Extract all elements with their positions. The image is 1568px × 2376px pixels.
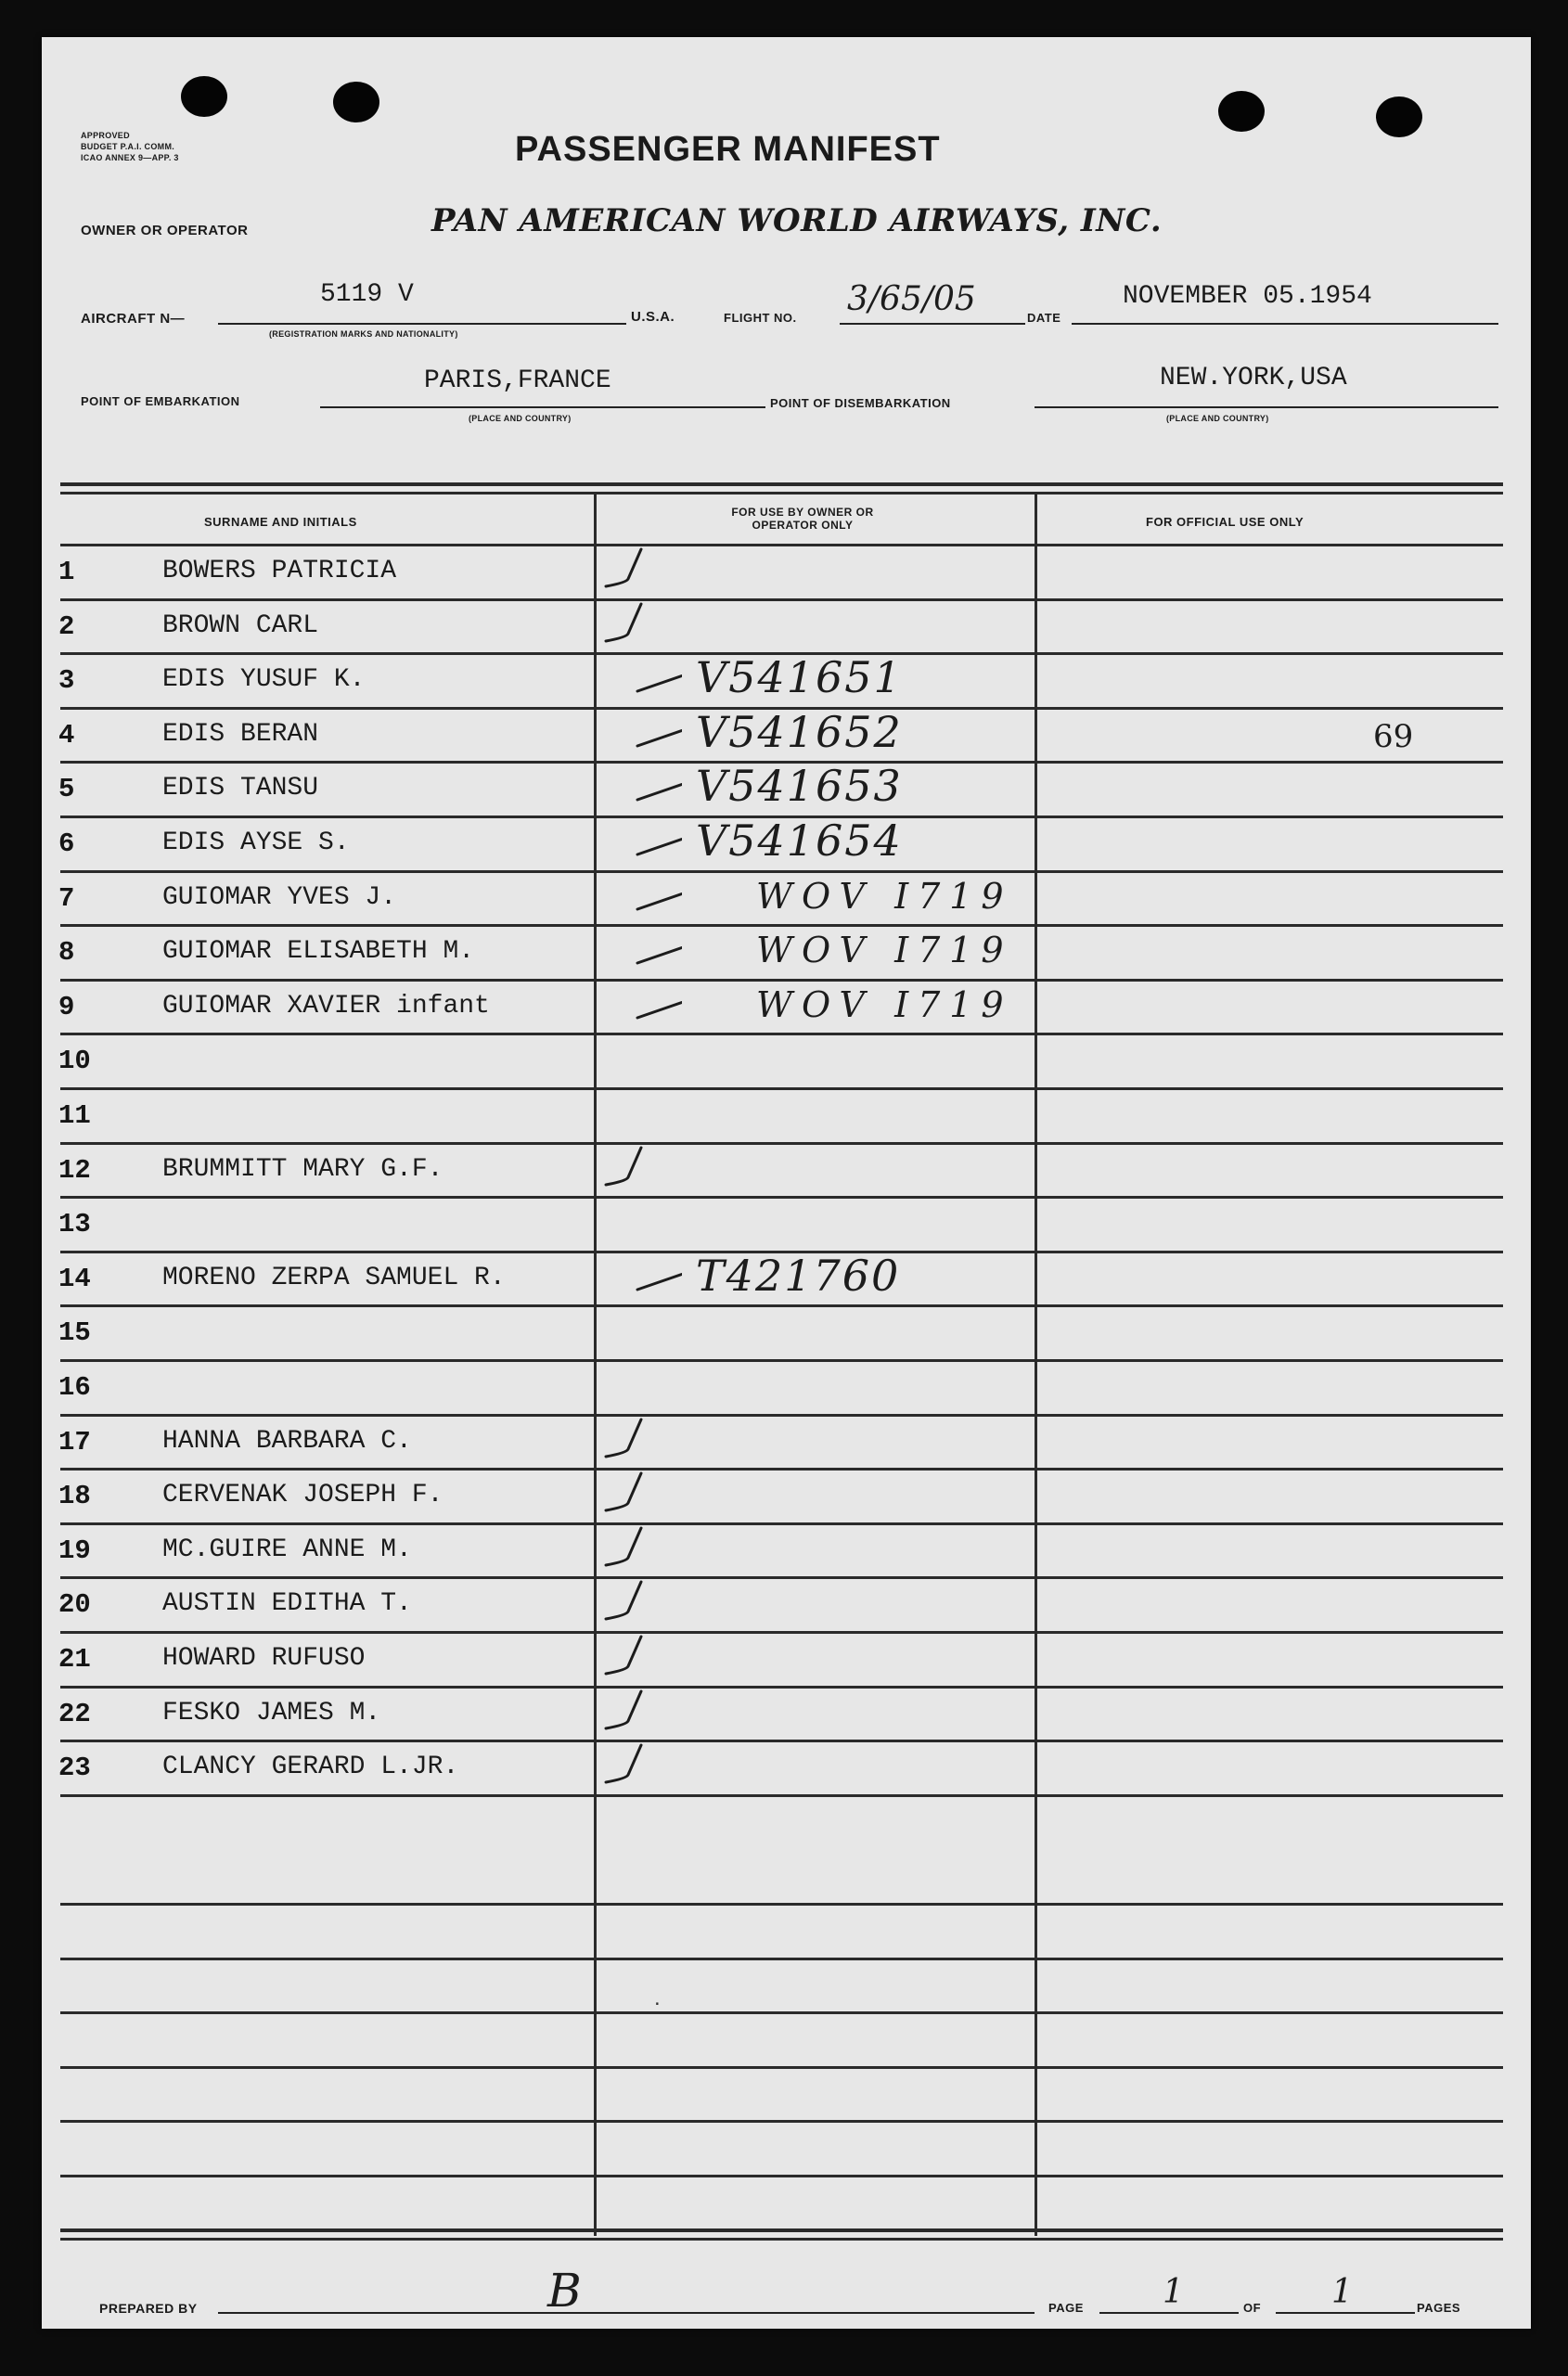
row-number: 23 — [58, 1753, 91, 1784]
check-mark-icon — [561, 1688, 682, 1740]
passenger-name: GUIOMAR XAVIER infant — [162, 991, 490, 1021]
table-row — [42, 1578, 1526, 1633]
table-row — [42, 1633, 1526, 1688]
disembarkation-place: NEW.YORK,USA — [1160, 364, 1347, 392]
passenger-name: EDIS AYSE S. — [162, 828, 350, 857]
table-top-rule — [60, 492, 1503, 494]
passenger-name: EDIS TANSU — [162, 774, 319, 803]
check-mark-icon — [561, 1470, 682, 1522]
table-row — [42, 817, 1526, 872]
passenger-name: GUIOMAR YVES J. — [162, 882, 397, 912]
embarkation-place: PARIS,FRANCE — [424, 366, 611, 395]
page-number: 1 — [1163, 2273, 1184, 2311]
row-number: 3 — [58, 665, 75, 697]
table-row — [42, 926, 1526, 981]
punch-hole — [1218, 91, 1265, 132]
check-mark-icon — [561, 1578, 682, 1630]
operator-document-number: V541653 — [696, 761, 903, 812]
table-row — [42, 1416, 1526, 1471]
table-row — [42, 546, 1526, 600]
row-number: 8 — [58, 937, 75, 969]
embarkation-sublabel: (PLACE AND COUNTRY) — [469, 414, 572, 423]
table-row — [42, 1198, 1526, 1252]
table-row — [42, 1741, 1526, 1796]
passenger-name: BOWERS PATRICIA — [162, 557, 397, 585]
row-number: 5 — [58, 774, 75, 805]
table-row — [42, 1306, 1526, 1361]
date-label: DATE — [1027, 311, 1061, 325]
table-top-rule — [60, 482, 1503, 486]
pages-label: PAGES — [1417, 2301, 1461, 2315]
row-number: 1 — [58, 557, 75, 587]
stray-mark: . — [654, 1985, 661, 2010]
approval-line: APPROVED — [81, 131, 130, 140]
table-row — [42, 1034, 1526, 1089]
row-number: 4 — [58, 719, 75, 751]
table-row — [42, 981, 1526, 1035]
table-bottom-rule — [60, 2228, 1503, 2232]
page-underline — [1099, 2312, 1239, 2314]
row-number: 11 — [58, 1100, 91, 1131]
table-row — [42, 872, 1526, 927]
page-label: PAGE — [1048, 2301, 1084, 2315]
blank-rule — [60, 1903, 1503, 1906]
passenger-name: MORENO ZERPA SAMUEL R. — [162, 1263, 506, 1292]
prepared-by-initials: B — [547, 2264, 582, 2318]
row-number: 10 — [58, 1046, 91, 1077]
table-row — [42, 1361, 1526, 1416]
aircraft-underline — [218, 323, 626, 325]
operator-document-number: V541654 — [696, 816, 903, 866]
passenger-name: CERVENAK JOSEPH F. — [162, 1481, 443, 1510]
official-use-entry: 69 — [1373, 717, 1414, 755]
approval-line: ICAO ANNEX 9—APP. 3 — [81, 153, 179, 162]
punch-hole — [333, 82, 379, 122]
check-mark-icon — [561, 1252, 682, 1304]
passenger-name: AUSTIN EDITHA T. — [162, 1589, 412, 1619]
check-mark-icon — [561, 817, 682, 869]
column-header-official: FOR OFFICIAL USE ONLY — [1146, 515, 1305, 529]
passenger-name: CLANCY GERARD L.JR. — [162, 1753, 459, 1782]
row-number: 21 — [58, 1644, 91, 1675]
table-row — [42, 1524, 1526, 1579]
page-title: PASSENGER MANIFEST — [515, 130, 941, 169]
table-row — [42, 1470, 1526, 1524]
passenger-name: EDIS YUSUF K. — [162, 665, 366, 695]
blank-rule — [60, 1958, 1503, 1960]
manifest-sheet — [42, 37, 1531, 2329]
punch-hole — [1376, 96, 1422, 137]
flight-date: NOVEMBER 05.1954 — [1123, 282, 1372, 311]
row-number: 2 — [58, 610, 75, 642]
blank-rule — [60, 2120, 1503, 2123]
pages-total: 1 — [1331, 2273, 1353, 2311]
passenger-name: FESKO JAMES M. — [162, 1698, 381, 1727]
punch-hole — [181, 76, 227, 117]
row-number: 13 — [58, 1209, 91, 1240]
check-mark-icon — [561, 546, 682, 597]
operator-document-number: T421760 — [696, 1250, 901, 1301]
pages-underline — [1276, 2312, 1415, 2314]
row-number: 15 — [58, 1317, 91, 1349]
row-number: 20 — [58, 1589, 91, 1621]
disembarkation-label: POINT OF DISEMBARKATION — [770, 396, 951, 410]
operator-document-number: V541651 — [696, 652, 903, 703]
table-row — [42, 1688, 1526, 1742]
row-number: 14 — [58, 1263, 91, 1294]
row-number: 22 — [58, 1698, 91, 1729]
row-number: 16 — [58, 1372, 91, 1403]
date-underline — [1072, 323, 1498, 325]
passenger-name: GUIOMAR ELISABETH M. — [162, 937, 475, 967]
check-mark-icon — [561, 709, 682, 761]
table-row — [42, 1089, 1526, 1144]
check-mark-icon — [561, 763, 682, 815]
row-number: 9 — [58, 991, 75, 1022]
table-row — [42, 654, 1526, 709]
nationality: U.S.A. — [631, 309, 675, 325]
check-mark-icon — [561, 981, 682, 1033]
row-number: 7 — [58, 882, 75, 914]
blank-rule — [60, 2175, 1503, 2177]
aircraft-sublabel: (REGISTRATION MARKS AND NATIONALITY) — [269, 329, 458, 339]
table-row — [42, 763, 1526, 817]
operator-document-number: WOV I719 — [756, 983, 1013, 1025]
table-row — [42, 1252, 1526, 1307]
prepared-by-underline — [218, 2312, 1035, 2314]
aircraft-label: AIRCRAFT N— — [81, 311, 186, 327]
column-header-name: SURNAME AND INITIALS — [204, 515, 357, 529]
row-number: 17 — [58, 1426, 91, 1458]
aircraft-number: 5119 V — [320, 280, 414, 309]
operator-document-number: V541652 — [696, 706, 903, 757]
check-mark-icon — [561, 926, 682, 978]
check-mark-icon — [561, 1633, 682, 1685]
table-row — [42, 600, 1526, 655]
embarkation-label: POINT OF EMBARKATION — [81, 394, 240, 408]
column-header-owner: FOR USE BY OWNER OR OPERATOR ONLY — [731, 506, 874, 532]
row-number: 12 — [58, 1154, 91, 1186]
check-mark-icon — [561, 654, 682, 706]
approval-line: BUDGET P.A.I. COMM. — [81, 142, 175, 151]
table-row — [42, 706, 1526, 764]
check-mark-icon — [561, 1144, 682, 1196]
flight-label: FLIGHT NO. — [724, 311, 797, 325]
flight-number: 3/65/05 — [847, 280, 976, 318]
check-mark-icon — [561, 872, 682, 924]
operator-document-number: WOV I719 — [756, 875, 1013, 917]
of-label: OF — [1243, 2301, 1262, 2315]
passenger-name: HANNA BARBARA C. — [162, 1426, 412, 1456]
flight-underline — [840, 323, 1025, 325]
passenger-name: BROWN CARL — [162, 610, 319, 640]
prepared-by-label: PREPARED BY — [99, 2301, 198, 2316]
passenger-name: HOWARD RUFUSO — [162, 1644, 366, 1673]
row-number: 6 — [58, 828, 75, 859]
approval-block — [81, 130, 179, 163]
check-mark-icon — [561, 1416, 682, 1468]
row-number: 19 — [58, 1535, 91, 1566]
blank-rule — [60, 2066, 1503, 2069]
check-mark-icon — [561, 1524, 682, 1576]
passenger-name: EDIS BERAN — [162, 719, 319, 749]
embarkation-underline — [320, 406, 765, 408]
check-mark-icon — [561, 600, 682, 652]
blank-rule — [60, 2011, 1503, 2014]
check-mark-icon — [561, 1741, 682, 1793]
owner-operator-label: OWNER OR OPERATOR — [81, 223, 249, 238]
passenger-name: BRUMMITT MARY G.F. — [162, 1154, 443, 1184]
header-rule — [60, 544, 1503, 546]
table-row — [42, 1144, 1526, 1199]
disembarkation-underline — [1035, 406, 1498, 408]
row-number: 18 — [58, 1481, 91, 1512]
disembarkation-sublabel: (PLACE AND COUNTRY) — [1166, 414, 1269, 423]
table-bottom-rule — [60, 2238, 1503, 2241]
operator-document-number: WOV I719 — [756, 930, 1013, 971]
passenger-name: MC.GUIRE ANNE M. — [162, 1535, 412, 1564]
operator-name: PAN AMERICAN WORLD AIRWAYS, INC. — [431, 202, 1163, 239]
